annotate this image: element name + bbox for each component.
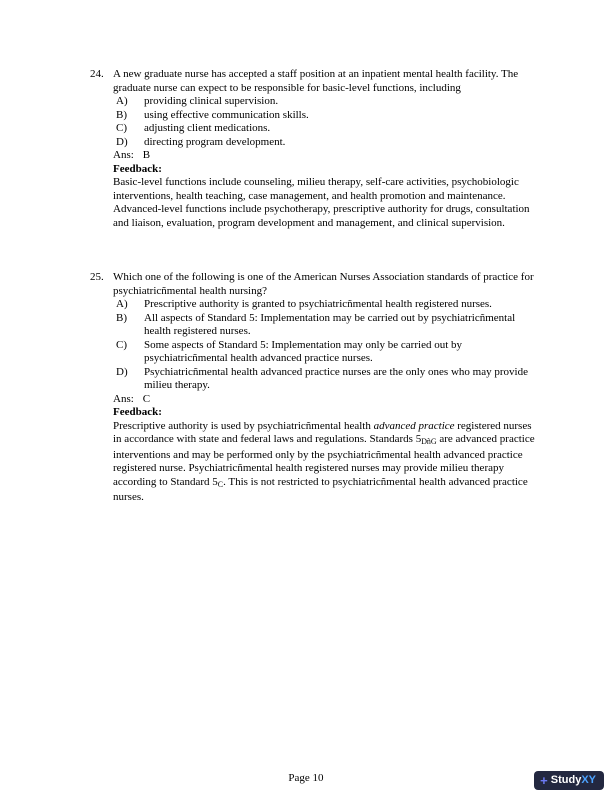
option-letter: B): [116, 311, 127, 324]
question-number: 25.: [90, 271, 104, 283]
brand-xy-label: XY: [581, 773, 596, 786]
question-stem: Which one of the following is one of the American Nurses Association standards of practice for psychiatricñmental health nursing?: [113, 271, 534, 297]
plus-icon: +: [540, 773, 548, 788]
option-row: [113, 366, 540, 393]
feedback-label: Feedback:: [113, 162, 162, 175]
option-text: adjusting client medications.: [144, 122, 271, 134]
option-letter: C): [116, 122, 127, 134]
question-number: 24.: [90, 68, 104, 80]
option-text: Prescriptive authority is granted to psychiatricñmental health registered nurses.: [144, 298, 492, 310]
option-letter: D): [116, 135, 128, 148]
document-content: [90, 68, 540, 505]
option-text: using effective communication skills.: [144, 108, 309, 121]
option-row: [113, 298, 540, 312]
option-row: [113, 136, 540, 150]
option-text: directing program development.: [144, 135, 286, 148]
option-letter: C): [116, 338, 127, 351]
question-body: [113, 68, 540, 230]
option-row: [113, 95, 540, 109]
feedback-text: Prescriptive authority is used by psychiatricñmental health advanced practice registered nurses in accordance with state and federal laws and regulations. Standards 5DñG are advanced practice interventions and may be performed only by the psychiatricñmental health advanced practice registered nurse. Psychiatricñmental health registered nurses may provide milieu therapy according to Standard 5C. This is not restricted to psychiatricñmental health advanced practice nurses.: [113, 419, 535, 503]
question-24: [90, 68, 540, 230]
option-text: Some aspects of Standard 5: Implementation may only be carried out by psychiatricñmental health advanced practice nurses.: [144, 338, 463, 364]
option-letter: B): [116, 108, 127, 121]
question-stem: A new graduate nurse has accepted a staff position at an inpatient mental health facility. The graduate nurse can expect to be responsible for basic-level functions, including: [113, 68, 519, 94]
option-text: Psychiatricñmental health advanced practice nurses are the only ones who may provide milieu therapy.: [144, 365, 528, 391]
option-letter: D): [116, 365, 128, 378]
studyxy-badge[interactable]: [534, 771, 604, 790]
option-row: [113, 339, 540, 366]
feedback-label: Feedback:: [113, 406, 162, 418]
option-text: All aspects of Standard 5: Implementation may be carried out by psychiatricñmental health registered nurses.: [144, 311, 516, 337]
answer-row: [113, 393, 540, 407]
option-letter: A): [116, 298, 128, 310]
option-row: [113, 109, 540, 123]
answer-row: [113, 149, 540, 163]
answer-value: C: [142, 392, 151, 405]
option-letter: A): [116, 95, 128, 107]
option-text: providing clinical supervision.: [144, 95, 279, 107]
option-row: [113, 122, 540, 136]
question-25: [90, 271, 540, 505]
option-row: [113, 312, 540, 339]
answer-label: Ans:: [113, 149, 134, 161]
page-number: Page 10: [288, 772, 324, 784]
brand-study-label: Study: [550, 773, 582, 786]
feedback-text: Basic-level functions include counseling, milieu therapy, self-care activities, psychobiologic interventions, health teaching, case management, and health promotion and maintenance. Advanced-level functions include psychotherapy, prescriptive authority for drugs, consultation and liaison, evaluation, program development and management, and clinical supervision.: [113, 176, 530, 229]
answer-label: Ans:: [113, 392, 134, 405]
question-body: [113, 271, 540, 505]
answer-value: B: [142, 149, 151, 161]
